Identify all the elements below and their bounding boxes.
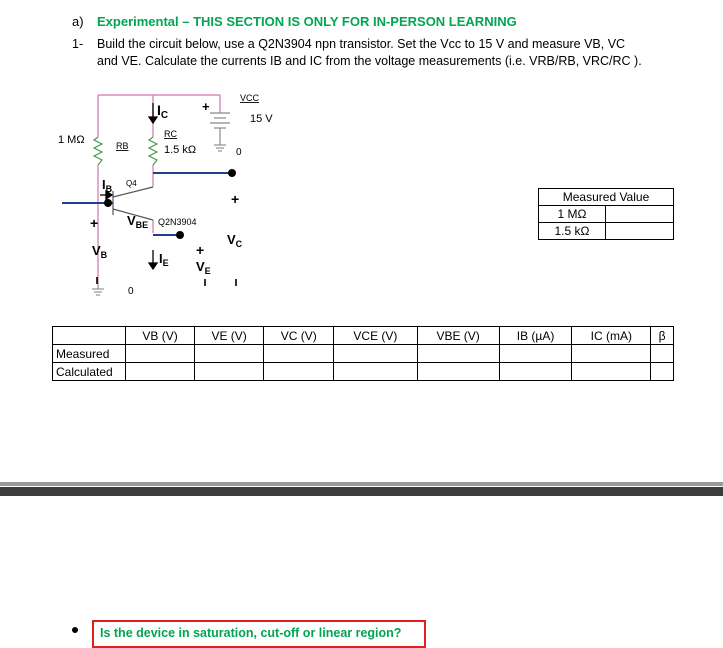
vc-label: $V_C$ — [227, 232, 243, 249]
results-table — [52, 326, 674, 381]
bullet-icon — [72, 627, 78, 633]
rc-resistor — [149, 137, 157, 165]
step-instruction-line2: and VE. Calculate the currents IB and IC from the voltage measurements (i.e. VRB/RB, VRC/RC ). — [97, 54, 642, 68]
measured-value-header-row — [539, 189, 674, 206]
results-header-row — [53, 327, 674, 345]
results-cell[interactable] — [334, 363, 417, 381]
collector-probe-dot — [228, 169, 236, 177]
results-cell[interactable] — [572, 345, 651, 363]
measured-value-label: 1.5 kΩ — [539, 223, 606, 240]
circuit-schematic — [50, 85, 310, 310]
results-cell[interactable] — [651, 345, 674, 363]
step-number: 1- — [72, 37, 84, 51]
transistor-model-label: Q2N3904 — [158, 217, 197, 227]
vcc-battery — [210, 113, 230, 145]
results-cell[interactable] — [651, 363, 674, 381]
results-cell[interactable] — [126, 363, 195, 381]
question-text: Is the device in saturation, cut-off or linear region? — [100, 626, 402, 640]
results-header-cell: IB (µA) — [499, 327, 572, 345]
rb-name-label: RB — [116, 141, 129, 151]
rb-resistor — [94, 137, 102, 165]
measured-value-header: Measured Value — [539, 189, 674, 206]
results-cell[interactable] — [572, 363, 651, 381]
results-cell[interactable] — [334, 345, 417, 363]
results-cell[interactable] — [499, 363, 572, 381]
page-separator-light — [0, 482, 723, 486]
page-separator — [0, 487, 723, 496]
ground-vcc — [214, 145, 226, 151]
results-header-cell: VB (V) — [126, 327, 195, 345]
step-instruction-line1: Build the circuit below, use a Q2N3904 npn transistor. Set the Vcc to 15 V and measure VB, VC — [97, 37, 626, 51]
results-row-label: Measured — [53, 345, 126, 363]
rc-name-label: RC — [164, 129, 177, 139]
ic-label: $I_C$ — [157, 102, 169, 121]
minus-marks — [97, 277, 236, 286]
section-letter: a) — [72, 14, 84, 29]
results-cell[interactable] — [417, 363, 499, 381]
ve-plus: + — [196, 242, 205, 258]
results-cell[interactable] — [499, 345, 572, 363]
results-header-cell: VE (V) — [195, 327, 264, 345]
results-header-cell: VCE (V) — [334, 327, 417, 345]
results-cell[interactable] — [195, 345, 264, 363]
measured-value-input[interactable] — [606, 223, 674, 240]
results-cell[interactable] — [195, 363, 264, 381]
results-header-cell: VBE (V) — [417, 327, 499, 345]
ground-vcc-label: 0 — [236, 147, 242, 158]
results-header-cell: IC (mA) — [572, 327, 651, 345]
ve-label: $V_E$ — [196, 259, 211, 276]
base-probe-dot — [104, 199, 112, 207]
results-row-calculated — [53, 363, 674, 381]
battery-plus: + — [202, 99, 210, 114]
vcc-value-label: 15 V — [250, 113, 273, 125]
results-cell[interactable] — [264, 345, 334, 363]
measured-value-label: 1 MΩ — [539, 206, 606, 223]
q-name-label: Q4 — [126, 179, 137, 188]
measured-value-table — [538, 188, 674, 240]
rc-value-label: 1.5 kΩ — [164, 144, 197, 156]
section-title: Experimental – THIS SECTION IS ONLY FOR IN-PERSON LEARNING — [97, 14, 517, 29]
vbe-label: $V_{BE}$ — [127, 213, 149, 230]
emitter-probe-dot — [176, 231, 184, 239]
results-header-cell: β — [651, 327, 674, 345]
rb-value-label: 1 MΩ — [58, 134, 85, 146]
ground-base-label: 0 — [128, 286, 134, 297]
vb-plus: + — [90, 215, 99, 231]
measured-value-input[interactable] — [606, 206, 674, 223]
results-cell[interactable] — [126, 345, 195, 363]
measured-value-row — [539, 206, 674, 223]
ib-label: $I_B$ — [102, 177, 113, 194]
results-header-cell — [53, 327, 126, 345]
results-cell[interactable] — [417, 345, 499, 363]
ground-base — [92, 283, 104, 295]
measured-value-row — [539, 223, 674, 240]
results-header-cell: VC (V) — [264, 327, 334, 345]
ie-label: $I_E$ — [159, 251, 169, 268]
vc-plus: + — [231, 191, 240, 207]
results-row-measured — [53, 345, 674, 363]
results-cell[interactable] — [264, 363, 334, 381]
vcc-name-label: VCC — [240, 93, 260, 103]
vb-label: $V_B$ — [92, 243, 108, 260]
results-row-label: Calculated — [53, 363, 126, 381]
